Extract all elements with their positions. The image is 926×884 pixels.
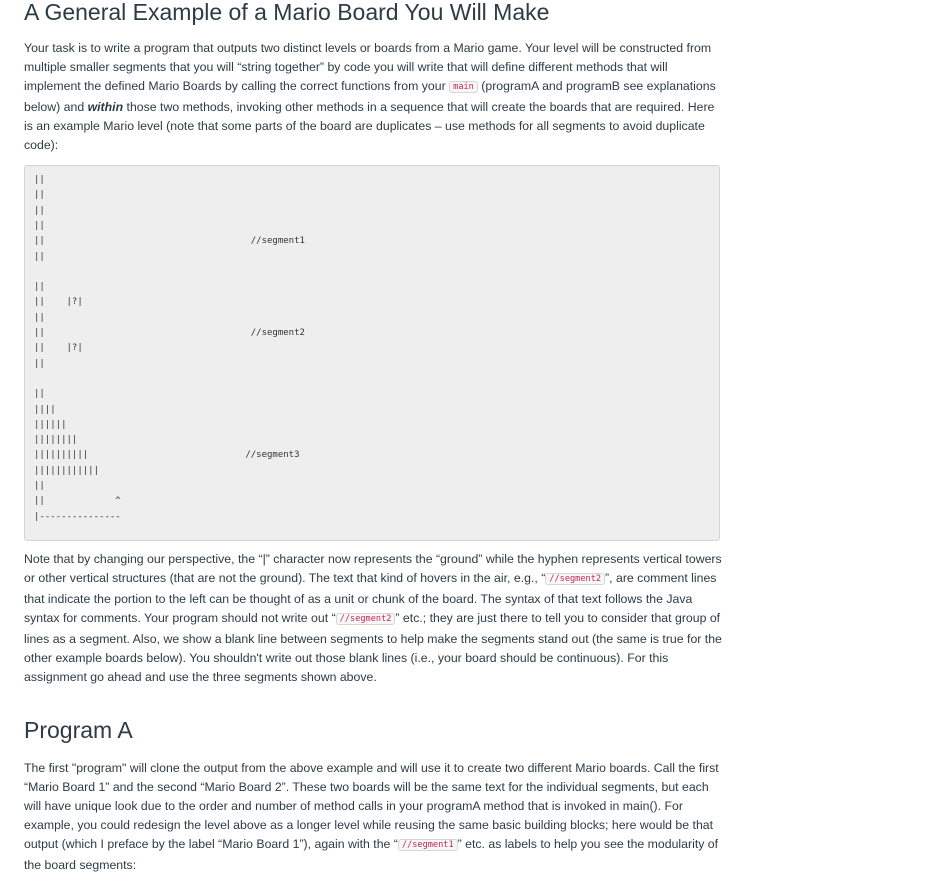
page-title: A General Example of a Mario Board You Will Make xyxy=(24,0,550,25)
code-line: |||||||||||| xyxy=(34,465,100,476)
inline-code-segment2-b: //segment2 xyxy=(336,613,396,625)
code-line: |--------------- xyxy=(34,511,121,522)
code-line: |||||||| xyxy=(34,435,78,446)
code-line: || xyxy=(34,175,45,185)
program-a-text-1: The first "program" will clone the output from the above example and will use it to create two different Mario boards. Call the first “Mario Board 1” and the second “Mario Board 2”. These two boards will be the same text for the individual segments, but each will have unique look due to the order and number of method calls in your programA method that is invoked in main(). For example, you could redesign the level above as a longer level while reusing the same basic building blocks; here would be that output (which I preface by the label “Mario Board 1”), again with the “ xyxy=(24,761,719,851)
code-line: || xyxy=(34,251,45,262)
program-a-paragraph xyxy=(24,759,724,875)
code-line: || xyxy=(34,220,45,231)
code-line: || |?| xyxy=(34,343,83,354)
section-heading-program-a: Program A xyxy=(24,717,133,743)
intro-text-2: (programA and programB see explanations below) and xyxy=(24,79,716,114)
code-line: || xyxy=(34,190,45,201)
code-line: |||| xyxy=(34,404,56,415)
note-text-3: ” etc.; they are just there to tell you to consider that group of lines as a segment. Also, we show a blank line between segments to help make the segments stand out (the same is true for the other example boards below). You shouldn't write out those blank lines (i.e., your board should be continuous). For this assignment go ahead and use the three segments shown above. xyxy=(24,611,722,684)
note-paragraph xyxy=(24,550,724,687)
code-block xyxy=(24,165,720,541)
code-line: || ^ xyxy=(34,496,121,507)
inline-code-main: main xyxy=(449,81,478,93)
intro-text-1: Your task is to write a program that outputs two distinct levels or boards from a Mario game. Your level will be constructed from multiple smaller segments that you will “string together” by code you will write that will define different methods that will implement the defined Mario Boards by calling the correct functions from your xyxy=(24,41,712,93)
code-line: || |?| xyxy=(34,297,83,308)
inline-code-segment1: //segment1 xyxy=(398,839,458,851)
code-line: |||||| xyxy=(34,419,67,430)
intro-paragraph xyxy=(24,39,724,155)
code-line: || xyxy=(34,358,45,369)
code-line: || xyxy=(34,481,45,491)
code-line: || xyxy=(34,389,45,400)
code-line: || //segment1 xyxy=(34,236,305,247)
code-line: || xyxy=(34,282,45,293)
inline-code-segment2: //segment2 xyxy=(545,573,605,585)
code-line: |||||||||| //segment3 xyxy=(34,450,300,461)
code-line: || xyxy=(34,205,45,216)
code-line: || //segment2 xyxy=(34,328,305,338)
emphasis-within: within xyxy=(87,100,124,114)
program-a-text-2: ” etc. as labels to help you see the modularity of the board segments: xyxy=(24,837,719,872)
note-text-2: ”, are comment lines that indicate the portion to the left can be thought of as a unit or chunk of the board. The syntax of that text follows the Java syntax for comments. Your program should not write out “ xyxy=(24,571,717,625)
code-line: || xyxy=(34,312,45,323)
intro-text-3: those two methods, invoking other methods in a sequence that will create the boards that are required. Here is an example Mario level (note that some parts of the board are duplicates – use methods for all segments to avoid duplicate code): xyxy=(24,100,715,152)
note-text-1: Note that by changing our perspective, the “|” character now represents the “ground” while the hyphen represents vertical towers or other vertical structures (that are not the ground). The text that kind of hovers in the air, e.g., “ xyxy=(24,552,722,585)
